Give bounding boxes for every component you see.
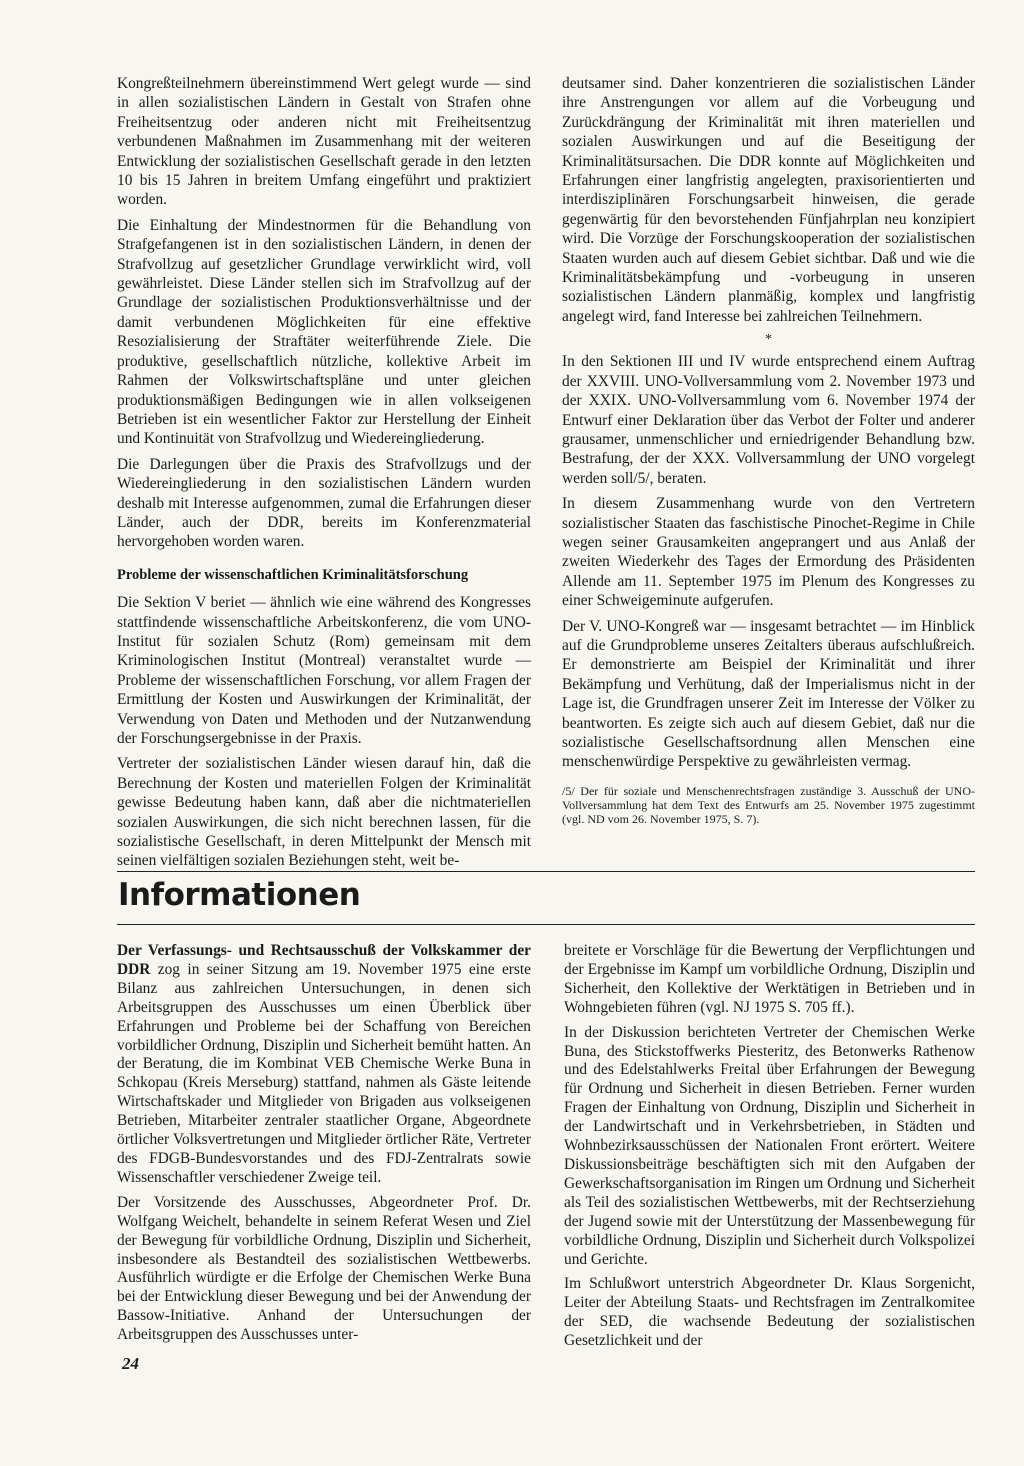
paragraph: breitete er Vorschläge für die Bewertung der Verpflichtungen und der Ergebnisse im Kampf um vorbildliche Ordnung, Disziplin und Sicherheit, den Kollektive der Werktätigen in Betrieben und in Wohngebieten führen (vgl. NJ 1975 S. 705 ff.). bbox=[564, 942, 975, 1016]
paragraph: Kongreßteilnehmern übereinstimmend Wert gelegt wurde — sind in allen sozialistischen Ländern in Gestalt von Strafen ohne Freiheitsentzug oder anderen nicht mit Freiheitsentzug verbundenen Maßnahmen im Zusammenhang mit der weiteren Entwicklung der sozialistischen Gesellschaft gerade in den letzten 10 bis 15 Jahren in breitem Umfang eingeführt und praktiziert worden. bbox=[117, 75, 531, 209]
paragraph: Die Darlegungen über die Praxis des Strafvollzugs und der Wiedereingliederung in den sozialistischen Ländern wurden deshalb mit Interesse aufgenommen, zumal die Erfahrungen dieser Länder, auch der DDR, bereits im Konferenzmaterial hervorgehoben worden waren. bbox=[117, 455, 531, 551]
divider-bottom bbox=[117, 924, 975, 925]
paragraph: Die Sektion V beriet — ähnlich wie eine während des Kongresses stattfindende wissenschaftliche Arbeitskonferenz, die vom UNO-Institut für sozialen Schutz (Rom) gemeinsam mit dem Kriminologischen Institut (Montreal) veranstaltet wurde — Probleme der wissenschaftlichen Forschung, vor allem Fragen der Ermittlung der Kosten und Auswirkungen der Kriminalität, der Verwendung von Daten und Methoden und der Nutzanwendung der Forschungsergebnisse in der Praxis. bbox=[117, 594, 531, 747]
section-separator: * bbox=[765, 332, 772, 348]
paragraph: Im Schlußwort unterstrich Abgeordneter Dr. Klaus Sorgenicht, Leiter der Abteilung Staats- und Rechtsfragen im Zentralkomitee der SED, die wachsende Bedeutung der sozialistischen Gesetzlichkeit und der bbox=[564, 1275, 975, 1350]
paragraph: Vertreter der sozialistischen Länder wiesen darauf hin, daß die Berechnung der Kosten und materiellen Folgen der Kriminalität gewisse Bedeutung haben kann, daß aber die nichtmateriellen sozialen Auswirkungen, die sich nicht berechnen lassen, für die sozialistische Gesellschaft, in deren Mittelpunkt der Mensch mit seinen vielfältigen sozialen Beziehungen steht, weit be- bbox=[117, 755, 531, 870]
divider-top bbox=[117, 871, 975, 872]
paragraph: In den Sektionen III und IV wurde entsprechend einem Auftrag der XXVIII. UNO-Vollversammlung vom 2. November 1973 und der XXIX. UNO-Vollversammlung vom 6. November 1974 der Entwurf einer Deklaration über das Verbot der Folter und anderer grausamer, unmenschlicher und erniedrigender Behandlung bzw. Bestrafung, der der XXX. Vollversammlung der UNO vorgelegt werden soll/5/, beraten. bbox=[562, 353, 975, 487]
column-bottom-left bbox=[117, 942, 531, 1351]
paragraph: Der Vorsitzende des Ausschusses, Abgeordneter Prof. Dr. Wolfgang Weichelt, behandelte in seinem Referat Wesen und Ziel der Bewegung für vorbildliche Ordnung, Disziplin und Sicherheit, insbesondere als Bestandteil des sozialistischen Wettbewerbs. Ausführlich würdigte er die Erfolge der Chemischen Werke Buna bei der Entwicklung dieser Bewegung und bei der Anwendung der Bassow-Initiative. Anhand der Untersuchungen der Arbeitsgruppen des Ausschusses unter- bbox=[117, 1193, 531, 1344]
column-bottom-right bbox=[564, 942, 975, 1357]
lead-rest: zog in seiner Sitzung am 19. November 1975 eine erste Bilanz aus zahlreichen Untersuchungen, in denen sich Arbeitsgruppen des Ausschusses um einen Überblick über Erfahrungen und Probleme bei der Schaffung von Bereichen vorbildlicher Ordnung, Disziplin und Sicherheit bemüht hatten. An der Beratung, die im Kombinat VEB Chemische Werke Buna in Schkopau (Kreis Merseburg) stattfand, nahmen als Gäste leitende Wirtschaftskader und Mitglieder von Brigaden aus volkseigenen Betrieben, Mitarbeiter zentraler staatlicher Organe, Abgeordnete örtlicher Volksvertretungen und Mitglieder örtlicher Räte, Vertreter des FDGB-Bundesvorstandes und des FDJ-Zentralrats sowie Wissenschaftler verschiedener Zweige teil. bbox=[117, 960, 531, 1186]
footnote: /5/ Der für soziale und Menschenrechtsfragen zuständige 3. Ausschuß der UNO-Vollversammlung hat dem Text des Entwurfs am 25. November 1975 zugestimmt (vgl. ND vom 26. November 1975, S. 7). bbox=[562, 783, 975, 827]
lead-bold: Der Verfassungs- und Rechtsausschuß der Volkskammer der DDR bbox=[117, 942, 531, 978]
section-heading: Probleme der wissenschaftlichen Kriminalitätsforschung bbox=[117, 566, 469, 583]
column-top-right bbox=[562, 74, 975, 826]
page-number: 24 bbox=[122, 1354, 139, 1373]
paragraph bbox=[117, 942, 531, 1188]
paragraph: In der Diskussion berichteten Vertreter der Chemischen Werke Buna, des Stickstoffwerks Piesteritz, des Betonwerks Rathenow und des Edelstahlwerks Freital über Erfahrungen der Bewegung für Ordnung und Sicherheit in diesen Betrieben. Ferner wurden Fragen der Einhaltung von Ordnung, Disziplin und Sicherheit in der Landwirtschaft und in Verkehrsbetrieben, in Städten und Wohnbezirksausschüssen der Nationalen Front erörtert. Weitere Diskussionsbeiträge beschäftigten sich mit den Aufgaben der Gewerkschaftsorganisation im Ringen um Ordnung und Sicherheit als Teil des sozialistischen Wettbewerbs, mit der Rechtserziehung der Jugend sowie mit der Unterstützung der Massenbewegung für vorbildliche Ordnung, Disziplin und Sicherheit durch Volkspolizei und Gerichte. bbox=[564, 1023, 975, 1268]
paragraph: Der V. UNO-Kongreß war — insgesamt betrachtet — im Hinblick auf die Grundprobleme unseres Zeitalters überaus aufschlußreich. Er demonstrierte am Beispiel der Kriminalität und ihrer Bekämpfung und Verhütung, daß der Imperialismus nicht in der Lage ist, die Grundfragen unserer Zeit im Interesse der Völker zu beantworten. Es zeigte sich auch auf diesem Gebiet, daß nur die sozialistische Gesellschaftsordnung allen Menschen eine menschenwürdige Perspektive zu gewährleisten vermag. bbox=[562, 617, 975, 771]
section-title-informationen: Informationen bbox=[118, 877, 361, 913]
paragraph: In diesem Zusammenhang wurde von den Vertretern sozialistischer Staaten das faschistische Pinochet-Regime in Chile wegen seiner Grausamkeiten angeprangert und aus Anlaß der zweiten Wiederkehr des Tages der Ermordung des Präsidenten Allende am 11. September 1975 im Plenum des Kongresses zu einer Schweigeminute aufgerufen. bbox=[562, 495, 975, 610]
paragraph: deutsamer sind. Daher konzentrieren die sozialistischen Länder ihre Anstrengungen vor allem auf die Vorbeugung und Zurückdrängung der Kriminalität mit ihren materiellen und sozialen Auswirkungen und auf die Beseitigung der Kriminalitätsursachen. Die DDR konnte auf Möglichkeiten und Erfahrungen einer langfristig angelegten, praxisorientierten und interdisziplinären Forschungsarbeit hinweisen, die gerade gegenwärtig für den bevorstehenden Fünfjahrplan neu konzipiert wird. Die Vorzüge der Forschungskooperation der sozialistischen Staaten wurden auch auf diesem Gebiet sichtbar. Daß und wie die Kriminalitätsbekämpfung und -vorbeugung in unseren sozialistischen Ländern planmäßig, komplex und langfristig angelegt wird, fand Interesse bei zahlreichen Teilnehmern. bbox=[562, 75, 975, 325]
paragraph: Die Einhaltung der Mindestnormen für die Behandlung von Strafgefangenen ist in den sozialistischen Ländern, in denen der Strafvollzug auf gesetzlicher Grundlage verwirklicht wird, voll gewährleistet. Diese Länder stellen sich im Strafvollzug auf der Grundlage der sozialistischen Produktionsverhältnisse und der damit verbundenen Möglichkeiten für eine effektive Resozialisierung der Straftäter weiterführende Ziele. Die produktive, gesellschaftlich nützliche, kollektive Arbeit im Rahmen der Volkswirtschaftspläne und unter gleichen produktionsmäßigen Bedingungen wie in allen volkseigenen Betrieben ist ein wesentlicher Faktor zur Herstellung der Einheit und Kontinuität von Strafvollzug und Wiedereingliederung. bbox=[117, 216, 531, 448]
column-top-left bbox=[117, 74, 531, 877]
